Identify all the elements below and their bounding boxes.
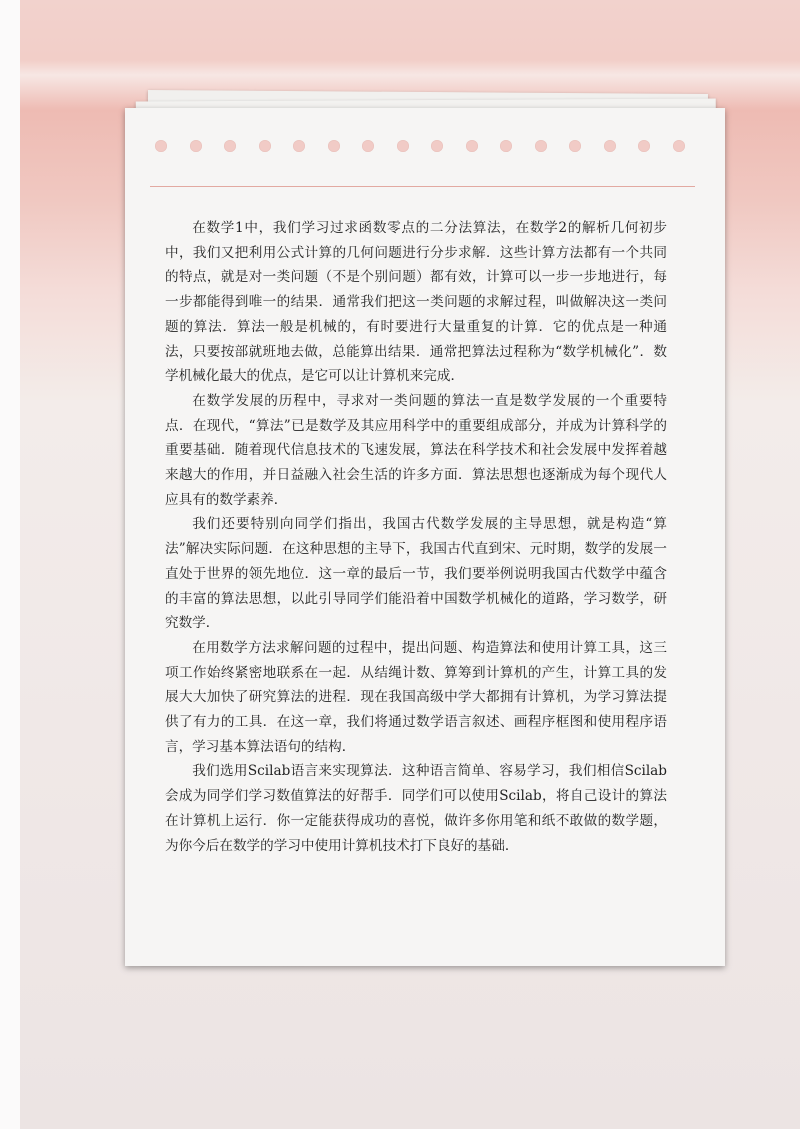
- binding-hole-icon: [638, 140, 650, 152]
- paragraph-4: 在用数学方法求解问题的过程中，提出问题、构造算法和使用计算工具，这三项工作始终紧密地联系在一起．从结绳计数、算筹到计算机的产生，计算工具的发展大大加快了研究算法的进程．现在我国高级中学大都拥有计算机，为学习算法提供了有力的工具．在这一章，我们将通过数学语言叙述、画程序框图和使用程序语言，学习基本算法语句的结构．: [165, 639, 667, 755]
- binding-hole-icon: [500, 140, 512, 152]
- paragraph-1: 在数学1中，我们学习过求函数零点的二分法算法，在数学2的解析几何初步中，我们又把利用公式计算的几何问题进行分步求解．这些计算方法都有一个共同的特点，就是对一类问题（不是个别问题）都有效，计算可以一步一步地进行，每一步都能得到唯一的结果．通常我们把这一类问题的求解过程，叫做解决这一类问题的算法．算法一般是机械的，有时要进行大量重复的计算．它的优点是一种通法，只要按部就班地去做，总能算出结果．通常把算法过程称为“数学机械化”．数学机械化最大的优点，是它可以让计算机来完成．: [165, 220, 667, 385]
- binding-hole-icon: [190, 140, 202, 152]
- binding-hole-icon: [673, 140, 685, 152]
- binding-hole-icon: [535, 140, 547, 152]
- binding-hole-icon: [362, 140, 374, 152]
- binding-hole-icon: [397, 140, 409, 152]
- page-left-margin: [0, 0, 20, 1129]
- binding-hole-icon: [259, 140, 271, 152]
- binding-hole-icon: [224, 140, 236, 152]
- paragraph-2: 在数学发展的历程中，寻求对一类问题的算法一直是数学发展的一个重要特点．在现代，“算法”已是数学及其应用科学中的重要组成部分，并成为计算科学的重要基础．随着现代信息技术的飞速发展，算法在科学技术和社会发展中发挥着越来越大的作用，并日益融入社会生活的许多方面．算法思想也逐渐成为每个现代人应具有的数学素养．: [165, 392, 667, 508]
- binding-hole-icon: [604, 140, 616, 152]
- paragraph-3: 我们还要特别向同学们指出，我国古代数学发展的主导思想，就是构造“算法”解决实际问题．在这种思想的主导下，我国古代直到宋、元时期，数学的发展一直处于世界的领先地位．这一章的最后一节，我们要举例说明我国古代数学中蕴含的丰富的算法思想，以此引导同学们能沿着中国数学机械化的道路，学习数学，研究数学．: [165, 516, 667, 632]
- header-rule-line: [150, 186, 695, 187]
- binding-hole-icon: [328, 140, 340, 152]
- binding-hole-icon: [155, 140, 167, 152]
- chapter-intro-text: [165, 216, 667, 858]
- notebook-binding-holes: [155, 135, 685, 157]
- binding-hole-icon: [569, 140, 581, 152]
- binding-hole-icon: [466, 140, 478, 152]
- binding-hole-icon: [293, 140, 305, 152]
- paragraph-5: 我们选用Scilab语言来实现算法．这种语言简单、容易学习，我们相信Scilab会成为同学们学习数值算法的好帮手．同学们可以使用Scilab，将自己设计的算法在计算机上运行．你一定能获得成功的喜悦，做许多你用笔和纸不敢做的数学题，为你今后在数学的学习中使用计算机技术打下良好的基础．: [165, 763, 667, 854]
- binding-hole-icon: [431, 140, 443, 152]
